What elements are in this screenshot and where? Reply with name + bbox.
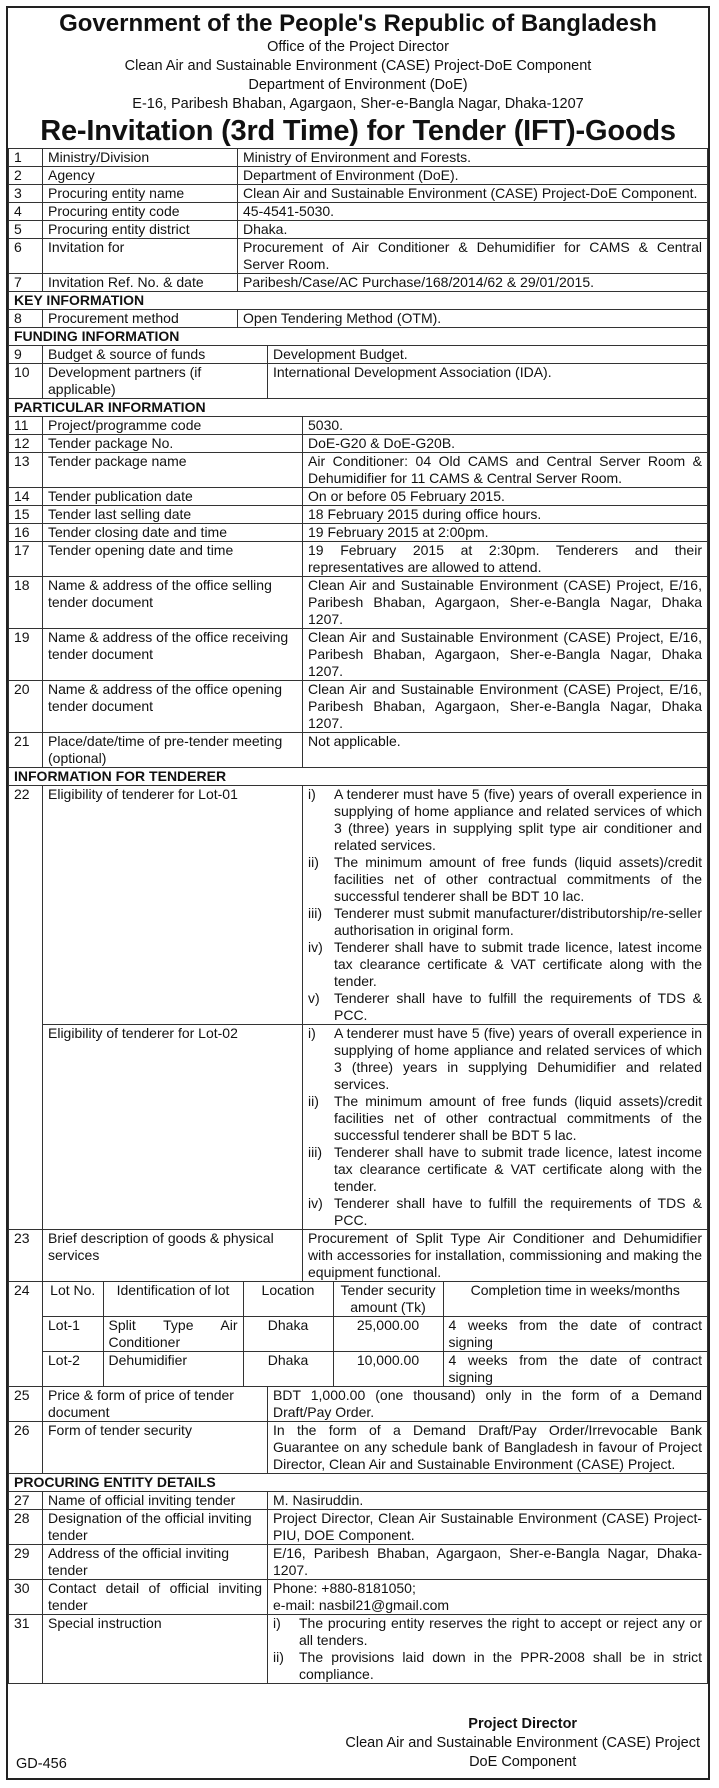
list-text: The minimum amount of free funds (liquid assets)/credit facilities net of other contractual commitments of the successful tenderer shall be BDT 5 lac. <box>334 1093 702 1143</box>
table-row <box>9 167 708 185</box>
table-row <box>9 786 708 1025</box>
row-value: International Development Association (IDA). <box>268 364 708 399</box>
project-line: Clean Air and Sustainable Environment (CASE) Project-DoE Component <box>124 58 592 74</box>
row-value: Clean Air and Sustainable Environment (CASE) Project, E/16, Paribesh Bhaban, Agargaon, Sher-e-Bangla Nagar, Dhaka 1207. <box>303 577 708 629</box>
lot-number: Lot-2 <box>43 1352 103 1387</box>
table-row <box>9 346 708 364</box>
row-value: 19 February 2015 at 2:00pm. <box>303 524 708 542</box>
list-item <box>273 1615 702 1649</box>
numbered-list <box>273 1615 702 1683</box>
lot-identification: Dehumidifier <box>103 1352 243 1387</box>
table-row <box>9 488 708 506</box>
row-number: 28 <box>9 1510 43 1545</box>
row-value: In the form of a Demand Draft/Pay Order/Irrevocable Bank Guarantee on any schedule bank of Bangladesh in favour of Project Director, Clean Air and Sustainable Environment (CASE) Project. <box>268 1422 708 1474</box>
row-label: Name & address of the office opening tender document <box>43 681 303 733</box>
table-row <box>9 1615 708 1684</box>
table-row <box>9 542 708 577</box>
office-line: Office of the Project Director <box>267 39 449 55</box>
list-item <box>308 939 702 990</box>
row-value: Clean Air and Sustainable Environment (CASE) Project, E/16, Paribesh Bhaban, Agargaon, Sher-e-Bangla Nagar, Dhaka 1207. <box>303 629 708 681</box>
department-line: Department of Environment (DoE) <box>248 77 468 93</box>
table-row <box>9 577 708 629</box>
lot-location: Dhaka <box>243 1317 333 1352</box>
contact-phone: Phone: +880-8181050; <box>273 1580 416 1596</box>
section-title: PARTICULAR INFORMATION <box>9 399 708 417</box>
table-row <box>9 506 708 524</box>
section-title: INFORMATION FOR TENDERER <box>9 768 708 786</box>
row-value: Paribesh/Case/AC Purchase/168/2014/62 & 29/01/2015. <box>238 274 708 292</box>
row-label: Tender last selling date <box>43 506 303 524</box>
list-text: Tenderer shall have to submit trade licence, latest income tax clearance certificate & VAT certificate along with the tender. <box>334 939 702 989</box>
numbered-list <box>308 1025 702 1229</box>
list-text: The minimum amount of free funds (liquid assets)/credit facilities net of other contractual commitments of the successful tenderer shall be BDT 10 lac. <box>334 854 702 904</box>
row-number: 14 <box>9 488 43 506</box>
row-label: Invitation Ref. No. & date <box>43 274 238 292</box>
lot-completion-time: 4 weeks from the date of contract signing <box>443 1317 707 1352</box>
table-row <box>9 629 708 681</box>
list-marker: iv) <box>308 1195 323 1211</box>
row-label: Name of official inviting tender <box>43 1492 268 1510</box>
row-value: On or before 05 February 2015. <box>303 488 708 506</box>
row-label: Procuring entity code <box>43 203 238 221</box>
row-value: E/16, Paribesh Bhaban, Agargaon, Sher-e-Bangla Nagar, Dhaka-1207. <box>268 1545 708 1580</box>
list-item <box>308 786 702 854</box>
list-marker: i) <box>273 1615 281 1631</box>
list-text: Tenderer shall have to fulfill the requirements of TDS & PCC. <box>334 990 702 1023</box>
row-value: Procurement of Air Conditioner & Dehumidifier for CAMS & Central Server Room. <box>238 239 708 274</box>
tender-table <box>8 148 708 1684</box>
row-number: 8 <box>9 310 43 328</box>
list-marker: iii) <box>308 1144 322 1160</box>
row-label: Brief description of goods & physical services <box>43 1230 303 1282</box>
row-label: Eligibility of tenderer for Lot-01 <box>43 786 303 1025</box>
lot-row <box>43 1352 707 1387</box>
list-marker: iv) <box>308 939 323 955</box>
row-label: Name & address of the office selling tender document <box>43 577 303 629</box>
row-value <box>268 1580 708 1615</box>
row-label: Tender opening date and time <box>43 542 303 577</box>
lots-table <box>43 1282 707 1386</box>
table-row <box>9 1230 708 1282</box>
table-row <box>9 435 708 453</box>
table-row <box>9 1580 708 1615</box>
gd-code: GD-456 <box>16 1756 67 1772</box>
lots-column-header: Identification of lot <box>103 1282 243 1317</box>
list-item <box>308 1195 702 1229</box>
list-text: A tenderer must have 5 (five) years of overall experience in supplying of home appliance and related services of which 3 (three) years in supplying Dehumidifier and related services. <box>334 1025 702 1092</box>
row-label: Place/date/time of pre-tender meeting (optional) <box>43 733 303 768</box>
row-label: Agency <box>43 167 238 185</box>
row-number: 20 <box>9 681 43 733</box>
row-number: 22 <box>9 786 43 1230</box>
section-header <box>9 292 708 310</box>
section-title: FUNDING INFORMATION <box>9 328 708 346</box>
row-number: 13 <box>9 453 43 488</box>
row-number: 25 <box>9 1387 43 1422</box>
row-number: 10 <box>9 364 43 399</box>
row-value: BDT 1,000.00 (one thousand) only in the form of a Demand Draft/Pay Order. <box>268 1387 708 1422</box>
row-value: Clean Air and Sustainable Environment (CASE) Project, E/16, Paribesh Bhaban, Agargaon, Sher-e-Bangla Nagar, Dhaka 1207. <box>303 681 708 733</box>
signature-block <box>345 1715 700 1772</box>
list-item <box>308 905 702 939</box>
table-row <box>9 681 708 733</box>
list-marker: ii) <box>308 854 319 870</box>
row-number: 24 <box>9 1282 43 1387</box>
list-item <box>308 854 702 905</box>
contact-email: e-mail: nasbil21@gmail.com <box>273 1597 450 1613</box>
row-number: 19 <box>9 629 43 681</box>
table-row <box>9 417 708 435</box>
row-value <box>303 1025 708 1230</box>
lots-header-row <box>43 1282 707 1317</box>
lots-cell <box>43 1282 708 1387</box>
row-number: 21 <box>9 733 43 768</box>
row-value: Clean Air and Sustainable Environment (CASE) Project-DoE Component. <box>238 185 708 203</box>
table-row <box>9 733 708 768</box>
list-text: A tenderer must have 5 (five) years of overall experience in supplying of home appliance and related services of which 3 (three) years in supplying split type air conditioner and related services. <box>334 786 702 853</box>
table-row <box>9 524 708 542</box>
row-label: Price & form of price of tender document <box>43 1387 268 1422</box>
row-label: Tender package No. <box>43 435 303 453</box>
row-value: Not applicable. <box>303 733 708 768</box>
table-row <box>9 1025 708 1230</box>
list-marker: ii) <box>308 1093 319 1109</box>
row-label: Development partners (if applicable) <box>43 364 268 399</box>
row-number: 16 <box>9 524 43 542</box>
lot-security-amount: 10,000.00 <box>333 1352 443 1387</box>
table-row <box>9 1422 708 1474</box>
lot-location: Dhaka <box>243 1352 333 1387</box>
row-label: Tender package name <box>43 453 303 488</box>
row-number: 29 <box>9 1545 43 1580</box>
lot-identification: Split Type Air Conditioner <box>103 1317 243 1352</box>
row-value: DoE-G20 & DoE-G20B. <box>303 435 708 453</box>
lots-column-header: Tender security amount (Tk) <box>333 1282 443 1317</box>
lots-column-header: Lot No. <box>43 1282 103 1317</box>
section-title: PROCURING ENTITY DETAILS <box>9 1474 708 1492</box>
list-item <box>308 990 702 1024</box>
lots-column-header: Location <box>243 1282 333 1317</box>
table-row <box>9 453 708 488</box>
table-row <box>9 310 708 328</box>
row-number: 30 <box>9 1580 43 1615</box>
row-number: 6 <box>9 239 43 274</box>
row-value: Ministry of Environment and Forests. <box>238 149 708 167</box>
list-marker: i) <box>308 786 316 802</box>
list-item <box>273 1649 702 1683</box>
list-text: The provisions laid down in the PPR-2008 shall be in strict compliance. <box>299 1649 702 1682</box>
row-label: Tender publication date <box>43 488 303 506</box>
address-line: E-16, Paribesh Bhaban, Agargaon, Sher-e-Bangla Nagar, Dhaka-1207 <box>132 96 584 112</box>
row-label: Eligibility of tenderer for Lot-02 <box>43 1025 303 1230</box>
list-text: Tenderer must submit manufacturer/distributorship/re-seller authorisation in original form. <box>334 905 702 938</box>
row-label: Form of tender security <box>43 1422 268 1474</box>
row-value: M. Nasiruddin. <box>268 1492 708 1510</box>
table-row <box>9 149 708 167</box>
row-number: 1 <box>9 149 43 167</box>
row-number: 2 <box>9 167 43 185</box>
row-value <box>268 1615 708 1684</box>
row-value: Project Director, Clean Air Sustainable Environment (CASE) Project-PIU, DOE Component. <box>268 1510 708 1545</box>
table-row <box>9 274 708 292</box>
row-label: Project/programme code <box>43 417 303 435</box>
row-label: Tender closing date and time <box>43 524 303 542</box>
signature-title: Project Director <box>468 1716 578 1732</box>
tender-notice <box>6 6 710 1780</box>
lots-column-header: Completion time in weeks/months <box>443 1282 707 1317</box>
row-label: Name & address of the office receiving tender document <box>43 629 303 681</box>
list-text: Tenderer shall have to fulfill the requirements of TDS & PCC. <box>334 1195 702 1228</box>
row-label: Designation of the official inviting tender <box>43 1510 268 1545</box>
row-label: Procuring entity name <box>43 185 238 203</box>
row-number: 5 <box>9 221 43 239</box>
row-value: 5030. <box>303 417 708 435</box>
row-label: Contact detail of official inviting tender <box>43 1580 268 1615</box>
row-number: 17 <box>9 542 43 577</box>
list-text: The procuring entity reserves the right to accept or reject any or all tenders. <box>299 1615 702 1648</box>
signature-line-1: Clean Air and Sustainable Environment (CASE) Project <box>345 1735 700 1751</box>
list-marker: i) <box>308 1025 316 1041</box>
row-label: Procurement method <box>43 310 238 328</box>
notice-header <box>8 8 708 148</box>
lot-row <box>43 1317 707 1352</box>
signature-line-2: DoE Component <box>469 1754 577 1770</box>
row-number: 27 <box>9 1492 43 1510</box>
row-value: 18 February 2015 during office hours. <box>303 506 708 524</box>
row-value: Department of Environment (DoE). <box>238 167 708 185</box>
row-number: 26 <box>9 1422 43 1474</box>
table-row <box>9 221 708 239</box>
section-title: KEY INFORMATION <box>9 292 708 310</box>
section-header <box>9 768 708 786</box>
list-marker: v) <box>308 990 320 1006</box>
row-number: 4 <box>9 203 43 221</box>
list-text: Tenderer shall have to submit trade licence, latest income tax clearance certificate & VAT certificate along with the tender. <box>334 1144 702 1194</box>
row-number: 7 <box>9 274 43 292</box>
row-value <box>303 786 708 1025</box>
section-header <box>9 328 708 346</box>
section-header <box>9 1474 708 1492</box>
row-number: 18 <box>9 577 43 629</box>
table-row <box>9 1282 708 1387</box>
numbered-list <box>308 786 702 1024</box>
row-label: Address of the official inviting tender <box>43 1545 268 1580</box>
row-value: Air Conditioner: 04 Old CAMS and Central Server Room & Dehumidifier for 11 CAMS & Central Server Room. <box>303 453 708 488</box>
table-row <box>9 1510 708 1545</box>
row-number: 15 <box>9 506 43 524</box>
table-row <box>9 1387 708 1422</box>
row-label: Invitation for <box>43 239 238 274</box>
list-item <box>308 1025 702 1093</box>
row-number: 9 <box>9 346 43 364</box>
lot-security-amount: 25,000.00 <box>333 1317 443 1352</box>
row-value: Procurement of Split Type Air Conditioner and Dehumidifier with accessories for installation, commissioning and making the equipment functional. <box>303 1230 708 1282</box>
row-label: Budget & source of funds <box>43 346 268 364</box>
government-title: Government of the People's Republic of Bangladesh <box>59 10 657 37</box>
list-marker: ii) <box>273 1649 284 1665</box>
lot-completion-time: 4 weeks from the date of contract signing <box>443 1352 707 1387</box>
table-row <box>9 364 708 399</box>
table-row <box>9 1545 708 1580</box>
row-value: Development Budget. <box>268 346 708 364</box>
section-header <box>9 399 708 417</box>
row-value: Dhaka. <box>238 221 708 239</box>
row-number: 31 <box>9 1615 43 1684</box>
row-value: Open Tendering Method (OTM). <box>238 310 708 328</box>
row-number: 11 <box>9 417 43 435</box>
row-value: 19 February 2015 at 2:30pm. Tenderers and their representatives are allowed to attend. <box>303 542 708 577</box>
list-item <box>308 1093 702 1144</box>
row-label: Procuring entity district <box>43 221 238 239</box>
table-row <box>9 1492 708 1510</box>
list-marker: iii) <box>308 905 322 921</box>
lot-number: Lot-1 <box>43 1317 103 1352</box>
table-row <box>9 185 708 203</box>
row-value: 45-4541-5030. <box>238 203 708 221</box>
row-number: 23 <box>9 1230 43 1282</box>
row-label: Special instruction <box>43 1615 268 1684</box>
notice-title: Re-Invitation (3rd Time) for Tender (IFT)-Goods <box>40 115 676 147</box>
table-row <box>9 239 708 274</box>
row-number: 12 <box>9 435 43 453</box>
row-label: Ministry/Division <box>43 149 238 167</box>
table-row <box>9 203 708 221</box>
list-item <box>308 1144 702 1195</box>
row-number: 3 <box>9 185 43 203</box>
